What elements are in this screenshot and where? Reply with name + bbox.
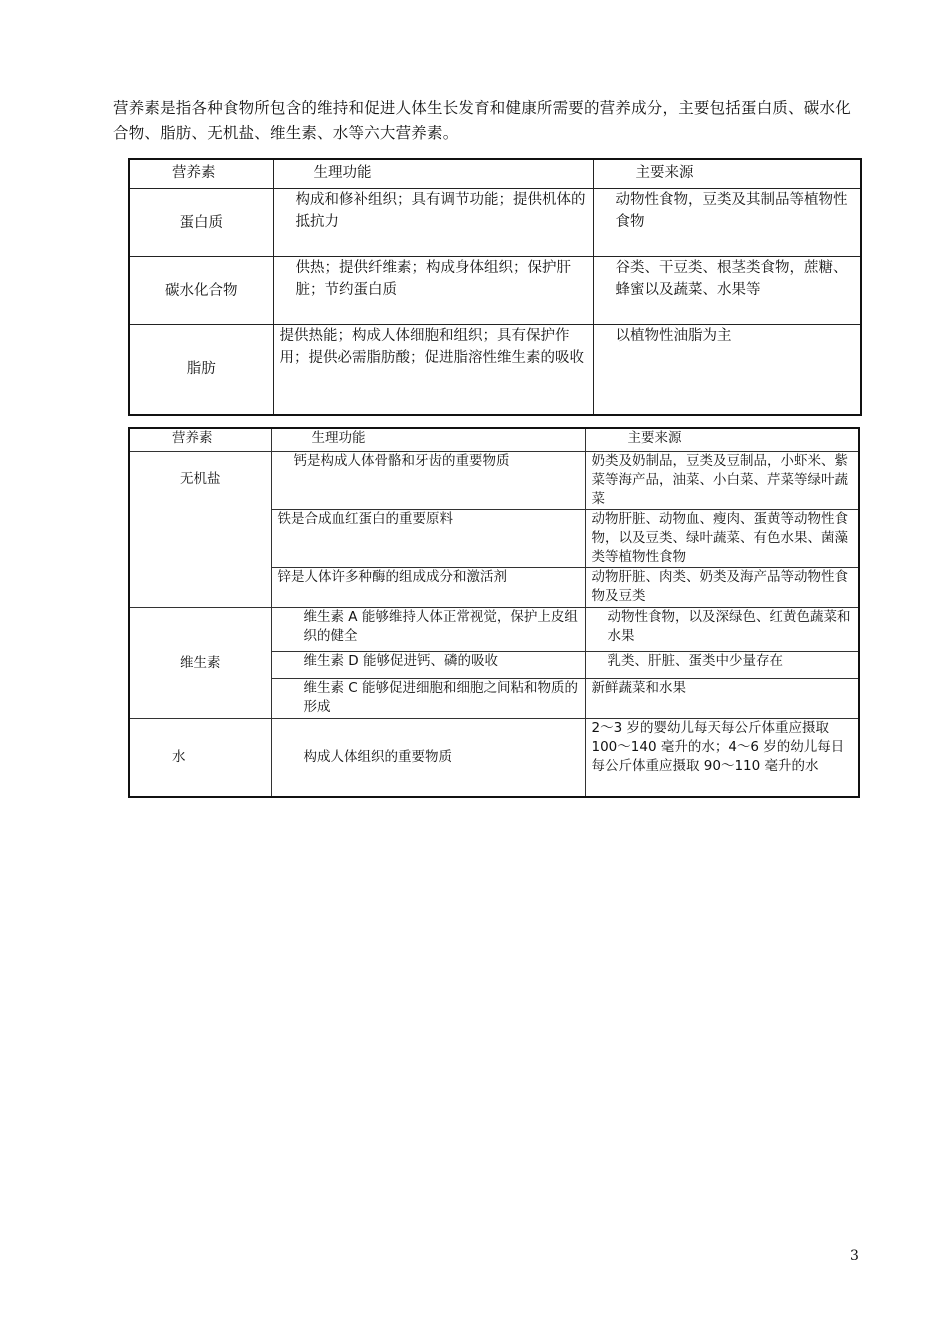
function-cell: 铁是合成血红蛋白的重要原料 <box>271 510 585 568</box>
function-cell: 维生素 A 能够维持人体正常视觉，保护上皮组织的健全 <box>271 608 585 652</box>
header-function: 生理功能 <box>273 159 593 189</box>
nutrient-name: 水 <box>129 719 271 797</box>
table-row <box>129 719 859 797</box>
function-cell: 锌是人体许多种酶的组成成分和激活剂 <box>271 568 585 608</box>
function-cell: 维生素 D 能够促进钙、磷的吸收 <box>271 652 585 679</box>
function-cell: 构成和修补组织；具有调节功能；提供机体的抵抗力 <box>273 189 593 257</box>
nutrient-name: 蛋白质 <box>129 189 273 257</box>
source-cell: 动物肝脏、动物血、瘦肉、蛋黄等动物性食物，以及豆类、绿叶蔬菜、有色水果、菌藻类等植物性食物 <box>585 510 859 568</box>
header-function: 生理功能 <box>271 428 585 452</box>
header-nutrient: 营养素 <box>129 428 271 452</box>
source-cell: 以植物性油脂为主 <box>593 325 861 415</box>
header-source: 主要来源 <box>593 159 861 189</box>
table-header-row <box>129 428 859 452</box>
source-cell: 2～3 岁的婴幼儿每天每公斤体重应摄取 100～140 毫升的水；4～6 岁的幼儿每日每公斤体重应摄取 90～110 毫升的水 <box>585 719 859 797</box>
nutrients-table-1 <box>128 158 862 416</box>
page-number: 3 <box>850 1248 859 1264</box>
nutrient-name: 维生素 <box>129 608 271 719</box>
function-cell: 供热；提供纤维素；构成身体组织；保护肝脏；节约蛋白质 <box>273 257 593 325</box>
source-cell: 新鲜蔬菜和水果 <box>585 679 859 719</box>
table-row <box>129 325 861 415</box>
header-source: 主要来源 <box>585 428 859 452</box>
table-row <box>129 608 859 652</box>
source-cell: 谷类、干豆类、根茎类食物，蔗糖、蜂蜜以及蔬菜、水果等 <box>593 257 861 325</box>
nutrient-name: 无机盐 <box>129 452 271 608</box>
source-cell: 动物性食物，以及深绿色、红黄色蔬菜和水果 <box>585 608 859 652</box>
nutrient-name: 脂肪 <box>129 325 273 415</box>
source-cell: 奶类及奶制品，豆类及豆制品，小虾米、紫菜等海产品，油菜、小白菜、芹菜等绿叶蔬菜 <box>585 452 859 510</box>
source-cell: 动物性食物，豆类及其制品等植物性食物 <box>593 189 861 257</box>
table-header-row <box>129 159 861 189</box>
header-nutrient: 营养素 <box>129 159 273 189</box>
table-row <box>129 189 861 257</box>
nutrient-name: 碳水化合物 <box>129 257 273 325</box>
nutrients-table-2 <box>128 427 860 798</box>
function-cell: 维生素 C 能够促进细胞和细胞之间粘和物质的形成 <box>271 679 585 719</box>
table-row <box>129 257 861 325</box>
intro-paragraph: 营养素是指各种食物所包含的维持和促进人体生长发育和健康所需要的营养成分，主要包括蛋白质、碳水化合物、脂肪、无机盐、维生素、水等六大营养素。 <box>113 99 851 142</box>
function-cell: 提供热能；构成人体细胞和组织；具有保护作用；提供必需脂肪酸；促进脂溶性维生素的吸收 <box>273 325 593 415</box>
function-cell: 钙是构成人体骨骼和牙齿的重要物质 <box>271 452 585 510</box>
table-row <box>129 452 859 510</box>
source-cell: 动物肝脏、肉类、奶类及海产品等动物性食物及豆类 <box>585 568 859 608</box>
function-cell: 构成人体组织的重要物质 <box>271 719 585 797</box>
source-cell: 乳类、肝脏、蛋类中少量存在 <box>585 652 859 679</box>
